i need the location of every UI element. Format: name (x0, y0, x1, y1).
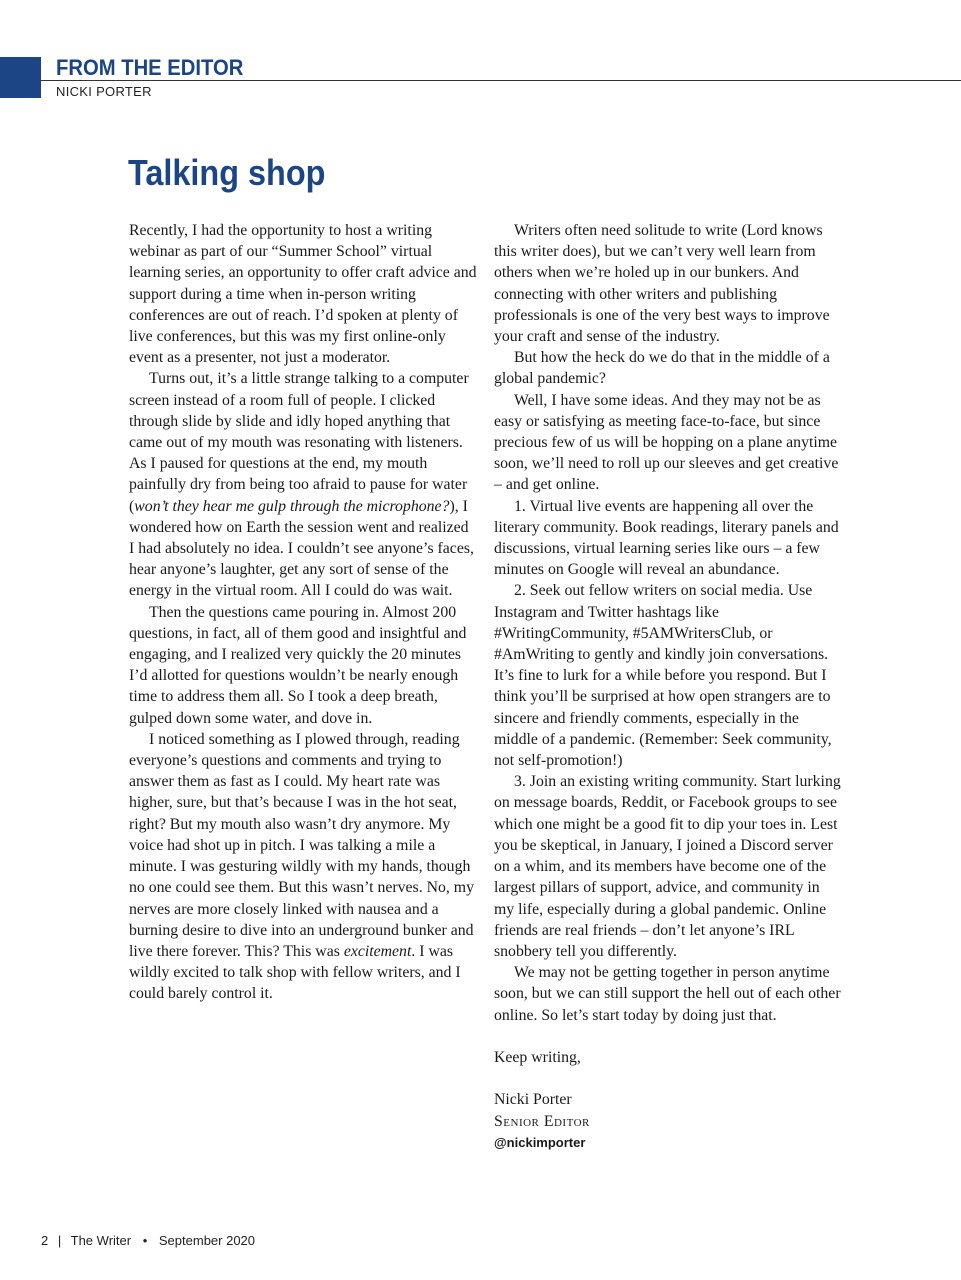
paragraph: Turns out, it’s a little strange talking to a computer screen instead of a room full of people. I clicked through slide by slide and idly hoped anything that came out of my mouth was resonating with listeners. As I paused for questions at the end, my mouth painfully dry from being too afraid to pause for water (won’t they hear me gulp through the microphone?), I wondered how on Earth the session went and realized I had absolutely no idea. I couldn’t see anyone’s faces, hear anyone’s laughter, get any sort of sense of the energy in the virtual room. All I could do was wait. (129, 370, 474, 600)
signature-name: Nicki Porter (494, 1091, 572, 1109)
paragraph: Recently, I had the opportunity to host a writing webinar as part of our “Summer School” virtual learning series, an opportunity to offer craft advice and support during a time when in-person writing conferences are out of reach. I’d spoken at plenty of live conferences, but this was my first online-only event as a presenter, not just a moderator. (129, 222, 477, 367)
article-column-left (129, 220, 477, 1005)
paragraph: Writers often need solitude to write (Lord knows this writer does), but we can’t very well learn from others when we’re holed up in our bunkers. And connecting with other writers and publishing professionals is one of the very best ways to improve your craft and sense of the industry. (494, 222, 830, 346)
italic-emphasis: excitement (343, 942, 412, 960)
paragraph: I noticed something as I plowed through, reading everyone’s questions and comments and trying to answer them as fast as I could. My heart rate was higher, sure, but that’s because I was in the hot seat, right? But my mouth also wasn’t dry anymore. My voice had shot up in pitch. I was talking a mile a minute. I was gesturing wildly with my hands, though no one could see them. But this wasn’t nerves. No, my nerves are more closely linked with nausea and a burning desire to dive into an underground bunker and live there forever. This? This was excitement. I was wildly excited to talk shop with fellow writers, and I could barely control it. (129, 730, 474, 1003)
header-rule (41, 80, 961, 81)
page-footer (41, 1233, 255, 1248)
publication-name: The Writer (70, 1233, 132, 1248)
closing-line: Keep writing, (494, 1048, 581, 1066)
paragraph: 1. Virtual live events are happening all over the literary community. Book readings, literary panels and discussions, virtual learning series like ours – a few minutes on Google will reveal an abundance. (494, 497, 839, 579)
issue-date: September 2020 (158, 1233, 256, 1248)
page-number: 2 (41, 1233, 49, 1248)
article-column-right (494, 220, 842, 1153)
paragraph: Then the questions came pouring in. Almost 200 questions, in fact, all of them good and insightful and engaging, and I realized very quickly the 20 minutes I’d allotted for questions wouldn’t be nearly enough time to address them all. So I took a deep breath, gulped down some water, and dove in. (129, 603, 467, 727)
author-byline: NICKI PORTER (56, 84, 152, 99)
footer-separator: | (57, 1233, 62, 1248)
article-title: Talking shop (128, 152, 326, 193)
paragraph: Well, I have some ideas. And they may not be as easy or satisfying as meeting face-to-face, but since precious few of us will be hopping on a plane anytime soon, we’ll need to roll up our sleeves and get creative – and get online. (494, 391, 839, 494)
signature-handle: @nickimporter (494, 1134, 586, 1150)
signature-title: Senior Editor (494, 1112, 590, 1130)
section-label: FROM THE EDITOR (56, 55, 244, 80)
paragraph: We may not be getting together in person anytime soon, but we can still support the hell out of each other online. So let’s start today by doing just that. (494, 964, 841, 1024)
italic-aside: won’t they hear me gulp through the microphone? (134, 497, 450, 515)
paragraph: 3. Join an existing writing community. Start lurking on message boards, Reddit, or Facebook groups to see which one might be a good fit to dip your toes in. Lest you be skeptical, in January, I joined a Discord server on a whim, and its members have become one of the largest pillars of support, advice, and community in my life, especially during a global pandemic. Online friends are real friends – don’t let anyone’s IRL snobbery tell you differently. (494, 773, 841, 960)
footer-bullet: • (142, 1233, 148, 1248)
paragraph: 2. Seek out fellow writers on social media. Use Instagram and Twitter hashtags like #WritingCommunity, #5AMWritersClub, or #AmWriting to gently and kindly join conversations. It’s fine to lurk for a while before you respond. But I think you’ll be surprised at how open strangers are to sincere and friendly comments, especially in the middle of a pandemic. (Remember: Seek community, not self-promotion!) (494, 582, 832, 770)
section-marker (0, 57, 41, 98)
paragraph: But how the heck do we do that in the middle of a global pandemic? (494, 349, 830, 388)
